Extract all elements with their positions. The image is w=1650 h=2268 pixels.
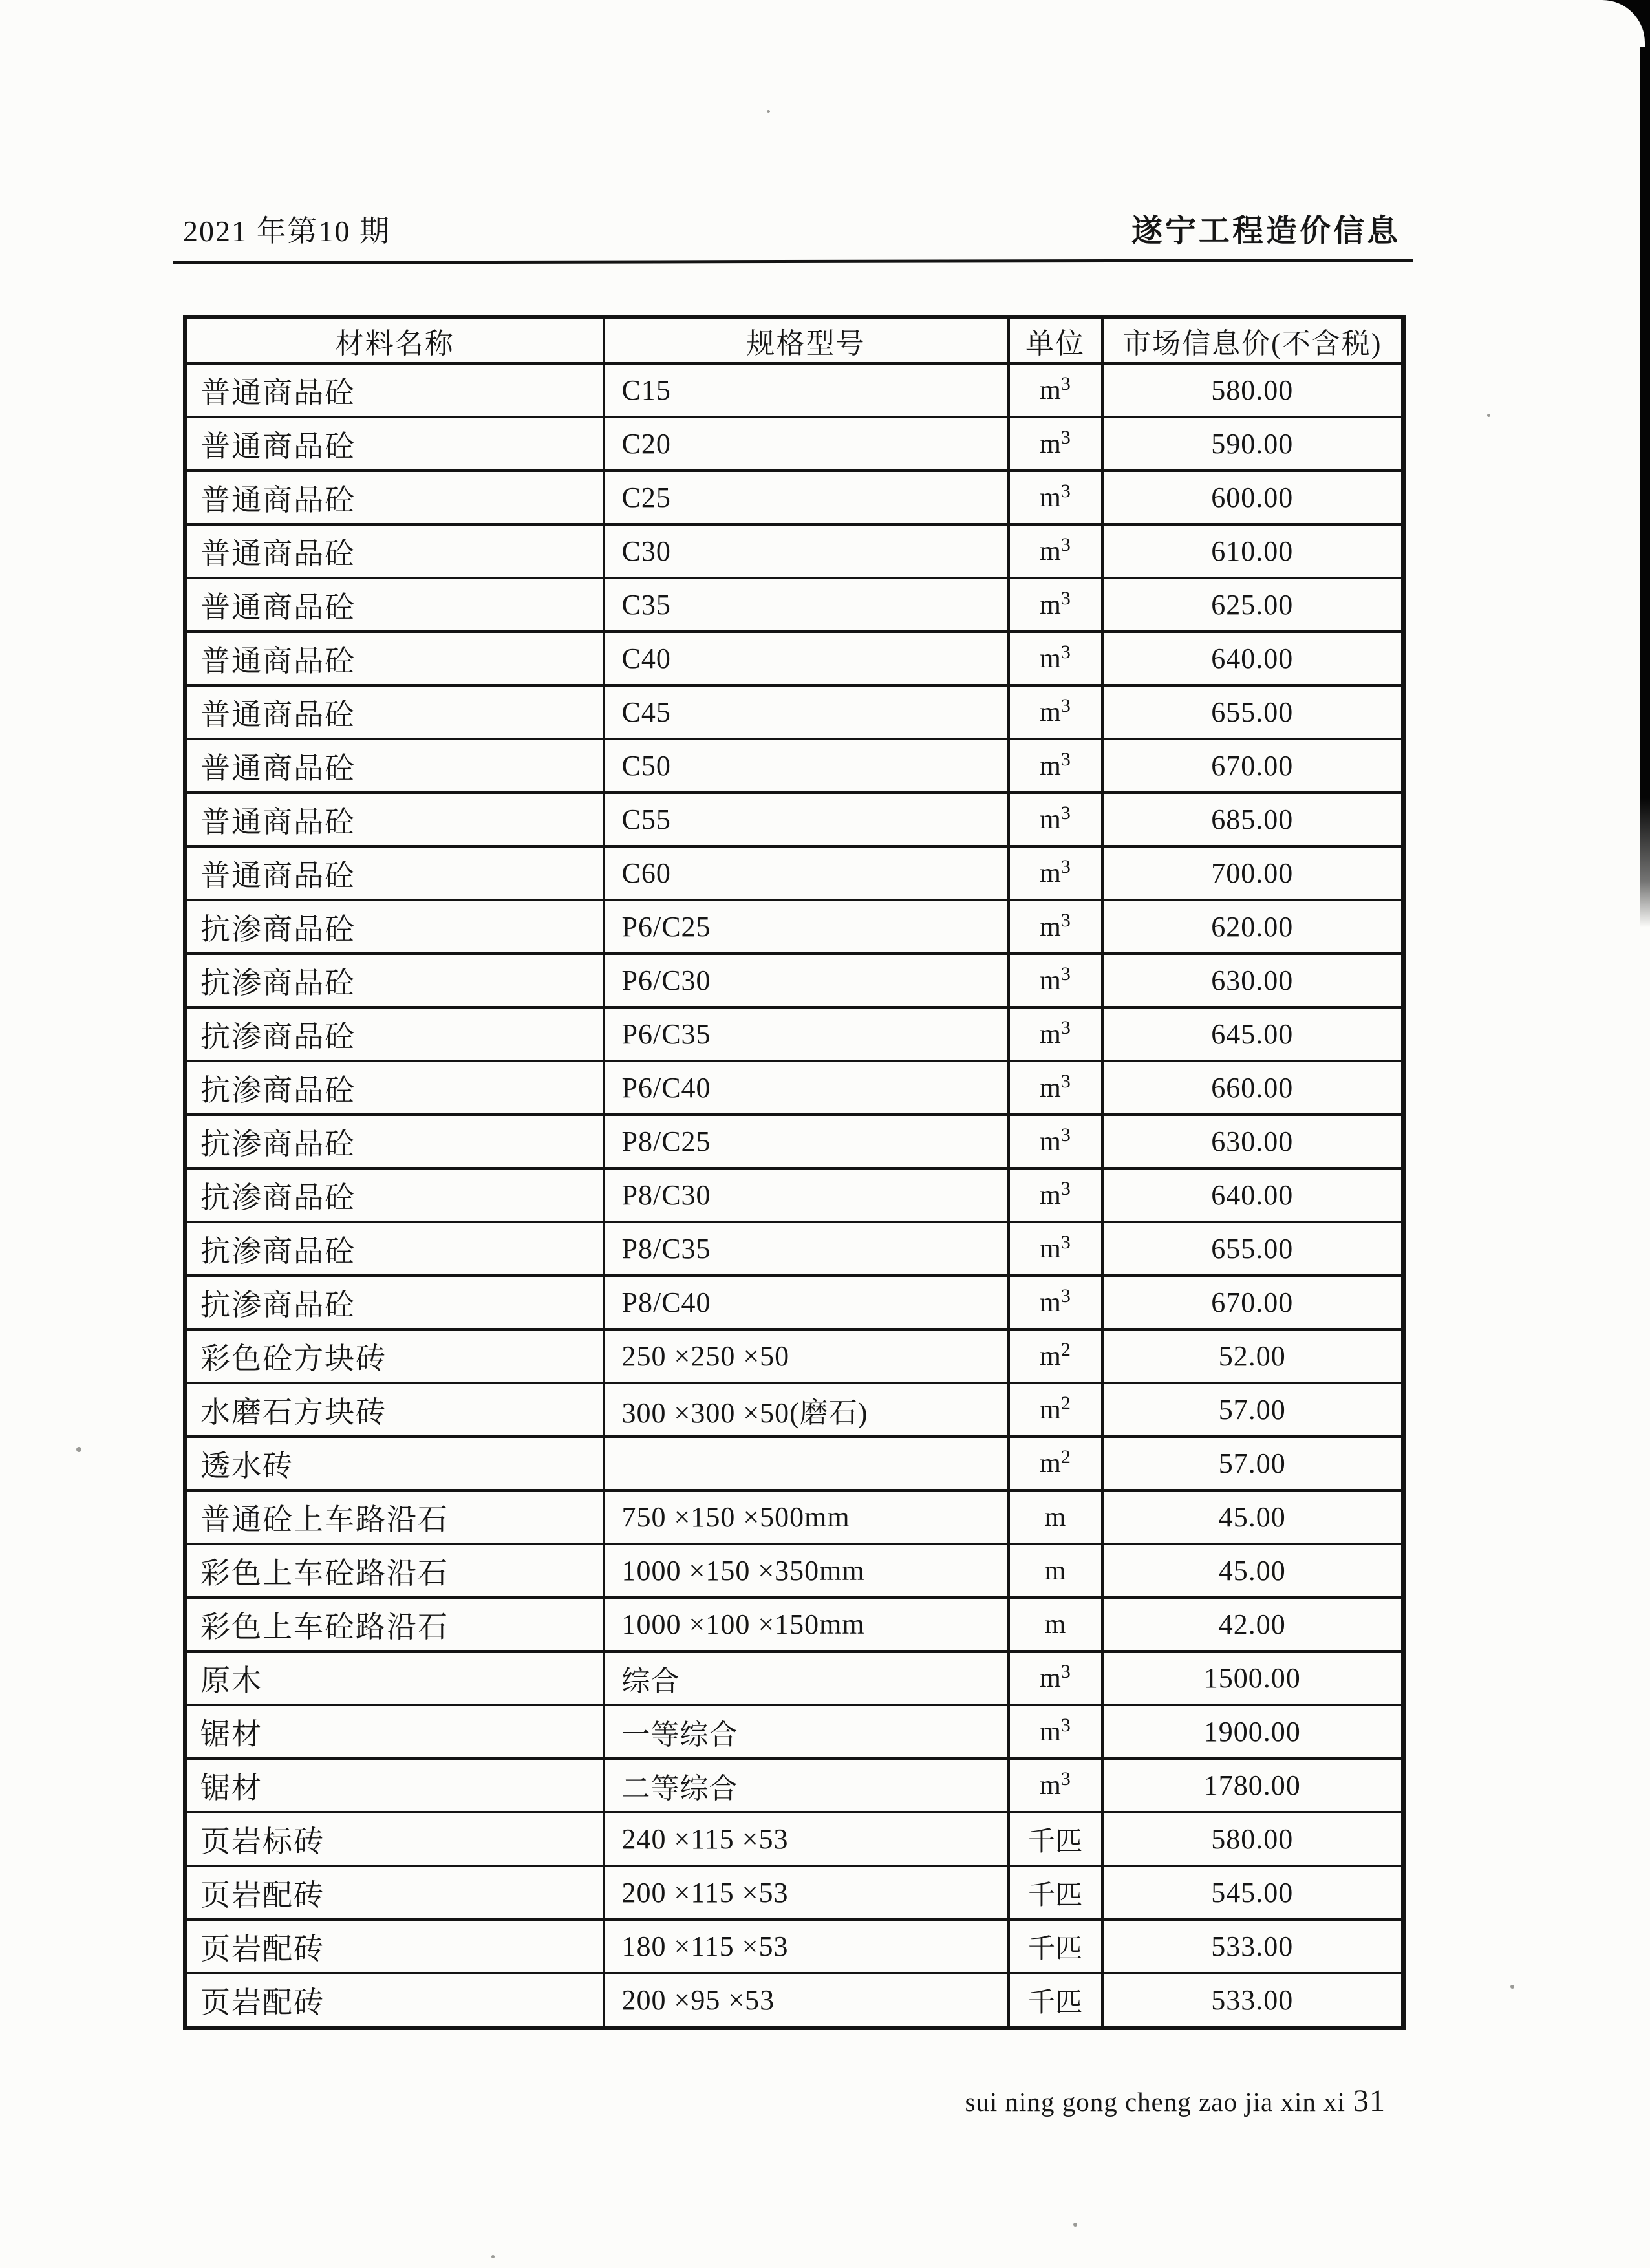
price-cell: 655.00 [1102,685,1404,739]
table-row [186,1705,1404,1759]
unit-cell: 千匹 [1009,1866,1102,1920]
table-row [186,363,1404,417]
unit-cell: $m^3$ [1009,1007,1102,1061]
spec-cell: C30 [604,524,1009,578]
price-cell: 57.00 [1102,1383,1404,1437]
unit-cell: $m^2$ [1009,1437,1102,1490]
spec-cell: P6/C25 [604,900,1009,954]
price-cell: 580.00 [1102,1812,1404,1866]
col-header-4: 市场信息价(不含税) [1102,317,1404,364]
price-cell: 640.00 [1102,1168,1404,1222]
price-cell: 45.00 [1102,1544,1404,1598]
spec-cell: 1000 ×150 ×350mm [604,1544,1009,1598]
material-name-cell: 抗渗商品砼 [186,1061,604,1115]
table-row [186,1651,1404,1705]
unit-cell: $m^3$ [1009,900,1102,954]
unit-cell: $m^3$ [1009,1651,1102,1705]
unit-cell: $m^3$ [1009,1168,1102,1222]
masthead [183,206,1400,250]
price-cell: 660.00 [1102,1061,1404,1115]
page-number: 31 [1353,2084,1386,2118]
spec-cell: 750 ×150 ×500mm [604,1490,1009,1544]
material-name-cell: 页岩标砖 [186,1812,604,1866]
table-row [186,1544,1404,1598]
scan-speck [1487,414,1490,417]
material-name-cell: 普通商品砼 [186,846,604,900]
material-name-cell: 页岩配砖 [186,1973,604,2028]
spec-cell: C25 [604,471,1009,524]
unit-cell: $m^3$ [1009,739,1102,793]
table-row [186,524,1404,578]
spec-cell: C60 [604,846,1009,900]
spec-cell: P6/C30 [604,954,1009,1007]
spec-cell: C35 [604,578,1009,632]
material-name-cell: 抗渗商品砼 [186,1168,604,1222]
price-cell: 52.00 [1102,1329,1404,1383]
material-price-table [183,315,1406,2030]
spec-cell: C50 [604,739,1009,793]
table-row [186,1276,1404,1329]
table-row [186,1168,1404,1222]
material-name-cell: 透水砖 [186,1437,604,1490]
price-cell: 545.00 [1102,1866,1404,1920]
material-name-cell: 彩色上车砼路沿石 [186,1544,604,1598]
unit-cell: $m^3$ [1009,1222,1102,1276]
material-name-cell: 普通商品砼 [186,363,604,417]
spec-cell: P6/C35 [604,1007,1009,1061]
material-name-cell: 普通砼上车路沿石 [186,1490,604,1544]
unit-cell: $m^3$ [1009,1705,1102,1759]
spec-cell: P8/C25 [604,1115,1009,1168]
spec-cell [604,1437,1009,1490]
spec-cell: C45 [604,685,1009,739]
price-cell: 580.00 [1102,363,1404,417]
price-cell: 655.00 [1102,1222,1404,1276]
issue-label: 2021 年第10 期 [183,215,391,248]
spec-cell: 200 ×115 ×53 [604,1866,1009,1920]
unit-cell: $m^3$ [1009,363,1102,417]
unit-cell: m [1009,1598,1102,1651]
spec-cell: P8/C40 [604,1276,1009,1329]
price-cell: 620.00 [1102,900,1404,954]
table-row [186,417,1404,471]
footer-pinyin: sui ning gong cheng zao jia xin xi [965,2087,1345,2117]
spec-cell: 200 ×95 ×53 [604,1973,1009,2028]
price-cell: 45.00 [1102,1490,1404,1544]
material-name-cell: 普通商品砼 [186,632,604,685]
table-row [186,954,1404,1007]
scan-speck [76,1447,81,1452]
material-name-cell: 普通商品砼 [186,524,604,578]
scan-edge-band [1640,0,1650,928]
masthead-rule [173,259,1413,264]
table-row [186,1437,1404,1490]
price-cell: 645.00 [1102,1007,1404,1061]
spec-cell: 300 ×300 ×50(磨石) [604,1383,1009,1437]
unit-cell: $m^3$ [1009,1061,1102,1115]
material-name-cell: 普通商品砼 [186,739,604,793]
unit-cell: $m^3$ [1009,846,1102,900]
spec-cell: P8/C35 [604,1222,1009,1276]
material-name-cell: 彩色上车砼路沿石 [186,1598,604,1651]
unit-cell: $m^2$ [1009,1383,1102,1437]
unit-cell: $m^3$ [1009,417,1102,471]
spec-cell: C20 [604,417,1009,471]
table-row [186,793,1404,846]
spec-cell: P8/C30 [604,1168,1009,1222]
price-cell: 1780.00 [1102,1759,1404,1812]
price-cell: 670.00 [1102,739,1404,793]
price-cell: 685.00 [1102,793,1404,846]
material-name-cell: 水磨石方块砖 [186,1383,604,1437]
material-name-cell: 抗渗商品砼 [186,1276,604,1329]
table-row [186,578,1404,632]
spec-cell: 1000 ×100 ×150mm [604,1598,1009,1651]
spec-cell: 250 ×250 ×50 [604,1329,1009,1383]
material-name-cell: 页岩配砖 [186,1920,604,1973]
unit-cell: 千匹 [1009,1812,1102,1866]
table-row [186,900,1404,954]
col-header-1: 材料名称 [186,317,604,364]
col-header-2: 规格型号 [604,317,1009,364]
spec-cell: C55 [604,793,1009,846]
unit-cell: $m^3$ [1009,1759,1102,1812]
unit-cell: m [1009,1544,1102,1598]
spec-cell: 二等综合 [604,1759,1009,1812]
table-body [186,363,1404,2028]
price-cell: 1900.00 [1102,1705,1404,1759]
col-header-3: 单位 [1009,317,1102,364]
spec-cell: 240 ×115 ×53 [604,1812,1009,1866]
table-row [186,1007,1404,1061]
unit-cell: $m^3$ [1009,632,1102,685]
material-name-cell: 普通商品砼 [186,417,604,471]
scan-speck [767,110,770,113]
publication-title: 遂宁工程造价信息 [1131,214,1400,248]
unit-cell: 千匹 [1009,1973,1102,2028]
material-name-cell: 原木 [186,1651,604,1705]
table-row [186,685,1404,739]
scan-speck [1510,1985,1514,1989]
material-name-cell: 抗渗商品砼 [186,954,604,1007]
scan-corner-shadow [1598,0,1645,47]
price-cell: 1500.00 [1102,1651,1404,1705]
table-header-row [186,317,1404,364]
unit-cell: $m^3$ [1009,524,1102,578]
unit-cell: $m^3$ [1009,1276,1102,1329]
table-row [186,1973,1404,2028]
spec-cell: 综合 [604,1651,1009,1705]
price-cell: 533.00 [1102,1920,1404,1973]
unit-cell: $m^2$ [1009,1329,1102,1383]
unit-cell: $m^3$ [1009,954,1102,1007]
price-cell: 57.00 [1102,1437,1404,1490]
table-row [186,1812,1404,1866]
spec-cell: C40 [604,632,1009,685]
table-row [186,739,1404,793]
table-row [186,632,1404,685]
price-cell: 600.00 [1102,471,1404,524]
material-name-cell: 页岩配砖 [186,1866,604,1920]
material-name-cell: 锯材 [186,1705,604,1759]
unit-cell: $m^3$ [1009,1115,1102,1168]
spec-cell: P6/C40 [604,1061,1009,1115]
table-row [186,1598,1404,1651]
table-row [186,1329,1404,1383]
unit-cell: $m^3$ [1009,578,1102,632]
page-footer [183,2083,1386,2119]
material-name-cell: 抗渗商品砼 [186,1007,604,1061]
table-row [186,1383,1404,1437]
scan-speck [491,2255,495,2258]
table-row [186,1061,1404,1115]
price-cell: 630.00 [1102,954,1404,1007]
unit-cell: m [1009,1490,1102,1544]
price-cell: 670.00 [1102,1276,1404,1329]
price-cell: 533.00 [1102,1973,1404,2028]
scan-speck [1073,2223,1077,2227]
table-row [186,1115,1404,1168]
material-name-cell: 抗渗商品砼 [186,900,604,954]
material-name-cell: 锯材 [186,1759,604,1812]
price-cell: 42.00 [1102,1598,1404,1651]
table-row [186,846,1404,900]
price-cell: 625.00 [1102,578,1404,632]
material-name-cell: 彩色砼方块砖 [186,1329,604,1383]
unit-cell: $m^3$ [1009,793,1102,846]
material-name-cell: 普通商品砼 [186,793,604,846]
spec-cell: 一等综合 [604,1705,1009,1759]
material-name-cell: 普通商品砼 [186,578,604,632]
unit-cell: 千匹 [1009,1920,1102,1973]
price-cell: 700.00 [1102,846,1404,900]
table-row [186,1866,1404,1920]
spec-cell: 180 ×115 ×53 [604,1920,1009,1973]
price-cell: 640.00 [1102,632,1404,685]
unit-cell: $m^3$ [1009,471,1102,524]
price-cell: 590.00 [1102,417,1404,471]
unit-cell: $m^3$ [1009,685,1102,739]
table-row [186,1759,1404,1812]
table-row [186,471,1404,524]
material-name-cell: 抗渗商品砼 [186,1115,604,1168]
price-cell: 610.00 [1102,524,1404,578]
material-name-cell: 普通商品砼 [186,471,604,524]
material-name-cell: 抗渗商品砼 [186,1222,604,1276]
material-name-cell: 普通商品砼 [186,685,604,739]
table-row [186,1490,1404,1544]
spec-cell: C15 [604,363,1009,417]
table-row [186,1222,1404,1276]
price-cell: 630.00 [1102,1115,1404,1168]
table-row [186,1920,1404,1973]
